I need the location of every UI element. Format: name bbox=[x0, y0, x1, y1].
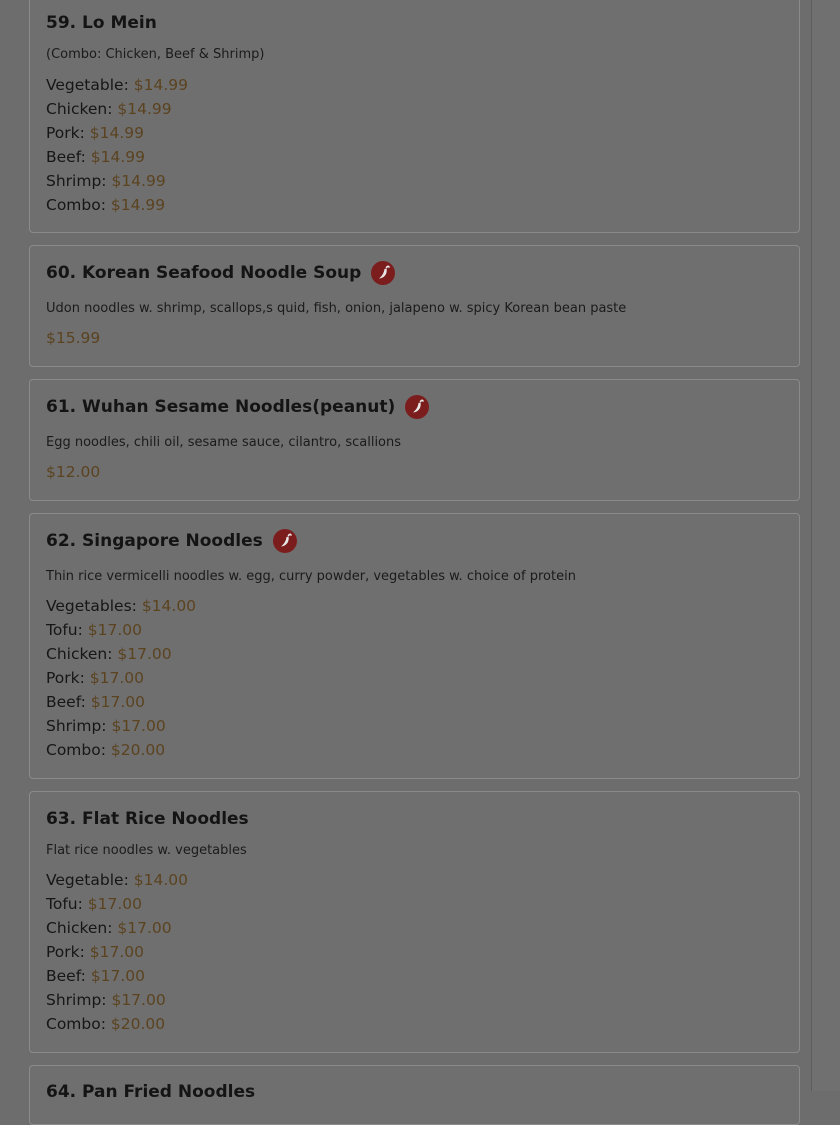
price-label: Chicken: bbox=[46, 645, 113, 663]
price-label: Pork: bbox=[46, 943, 85, 961]
price-line bbox=[46, 916, 188, 940]
price-line bbox=[46, 892, 188, 916]
price-value: $17.00 bbox=[117, 919, 172, 937]
price-value: $14.99 bbox=[111, 172, 166, 190]
price-value: $14.99 bbox=[89, 124, 145, 142]
price-line bbox=[46, 169, 188, 193]
price-line bbox=[46, 460, 100, 484]
menu-item-card[interactable] bbox=[29, 791, 800, 1053]
price-label: Shrimp: bbox=[46, 991, 107, 1009]
price-value: $17.00 bbox=[90, 693, 146, 711]
price-value: $12.00 bbox=[46, 463, 101, 481]
price-line bbox=[46, 940, 188, 964]
price-value: $17.00 bbox=[117, 645, 172, 663]
menu-item-description: Udon noodles w. shrimp, scallops,s quid, fish, onion, jalapeno w. spicy Korean bean paste bbox=[46, 301, 627, 316]
menu-item-title: 61. Wuhan Sesame Noodles(peanut) bbox=[46, 397, 396, 417]
price-value: $14.00 bbox=[133, 871, 188, 889]
price-value: $15.99 bbox=[46, 329, 101, 347]
chili-pepper-icon bbox=[405, 395, 429, 419]
menu-item-card[interactable] bbox=[29, 0, 800, 233]
price-line bbox=[46, 964, 188, 988]
menu-item-title: 60. Korean Seafood Noodle Soup bbox=[46, 263, 362, 283]
price-label: Shrimp: bbox=[46, 172, 107, 190]
price-line bbox=[46, 868, 188, 892]
price-label: Pork: bbox=[46, 124, 85, 142]
menu-item-header bbox=[46, 529, 297, 553]
price-value: $17.00 bbox=[89, 943, 145, 961]
price-list bbox=[46, 73, 188, 217]
menu-item-description: Egg noodles, chili oil, sesame sauce, cilantro, scallions bbox=[46, 435, 402, 450]
price-value: $17.00 bbox=[87, 621, 143, 639]
price-line bbox=[46, 690, 196, 714]
price-label: Vegetable: bbox=[46, 76, 129, 94]
price-value: $17.00 bbox=[111, 717, 166, 735]
price-label: Tofu: bbox=[46, 621, 83, 639]
price-label: Beef: bbox=[46, 693, 86, 711]
price-label: Vegetable: bbox=[46, 871, 129, 889]
price-line bbox=[46, 714, 196, 738]
price-value: $17.00 bbox=[90, 967, 146, 985]
menu-item-card[interactable] bbox=[29, 513, 800, 779]
price-value: $17.00 bbox=[111, 991, 166, 1009]
price-value: $14.00 bbox=[141, 597, 197, 615]
price-label: Shrimp: bbox=[46, 717, 107, 735]
price-line bbox=[46, 121, 188, 145]
price-line bbox=[46, 594, 196, 618]
price-line bbox=[46, 618, 196, 642]
price-value: $20.00 bbox=[110, 1015, 166, 1033]
menu-item-card[interactable] bbox=[29, 379, 800, 501]
price-list bbox=[46, 594, 196, 762]
price-label: Chicken: bbox=[46, 919, 113, 937]
menu-item-header bbox=[46, 11, 157, 35]
price-line bbox=[46, 145, 188, 169]
price-line bbox=[46, 326, 100, 350]
price-label: Pork: bbox=[46, 669, 85, 687]
menu-item-header bbox=[46, 261, 395, 285]
price-line bbox=[46, 97, 188, 121]
price-label: Combo: bbox=[46, 196, 106, 214]
price-value: $14.99 bbox=[133, 76, 188, 94]
price-line bbox=[46, 738, 196, 762]
price-label: Beef: bbox=[46, 148, 86, 166]
price-label: Vegetables: bbox=[46, 597, 137, 615]
menu-item-header bbox=[46, 395, 429, 419]
menu-item-title: 59. Lo Mein bbox=[46, 13, 157, 33]
price-label: Beef: bbox=[46, 967, 86, 985]
menu-item-title: 64. Pan Fried Noodles bbox=[46, 1082, 256, 1102]
price-line bbox=[46, 642, 196, 666]
price-label: Combo: bbox=[46, 1015, 106, 1033]
chili-pepper-icon bbox=[273, 529, 297, 553]
menu-item-card[interactable] bbox=[29, 245, 800, 367]
price-line bbox=[46, 193, 188, 217]
price-label: Tofu: bbox=[46, 895, 83, 913]
price-value: $14.99 bbox=[90, 148, 146, 166]
menu-item-card[interactable] bbox=[29, 1065, 800, 1125]
menu-item-title: 63. Flat Rice Noodles bbox=[46, 809, 249, 829]
menu-item-header bbox=[46, 807, 249, 831]
price-value: $17.00 bbox=[89, 669, 145, 687]
menu-item-description: Thin rice vermicelli noodles w. egg, curry powder, vegetables w. choice of protein bbox=[46, 569, 576, 584]
chili-pepper-icon bbox=[371, 261, 395, 285]
price-value: $14.99 bbox=[110, 196, 166, 214]
right-scroll-area[interactable] bbox=[811, 0, 840, 1091]
menu-item-title: 62. Singapore Noodles bbox=[46, 531, 263, 551]
price-value: $14.99 bbox=[117, 100, 172, 118]
price-line bbox=[46, 988, 188, 1012]
price-list bbox=[46, 868, 188, 1036]
price-line bbox=[46, 1012, 188, 1036]
menu-item-header bbox=[46, 1080, 255, 1104]
menu-item-description: Flat rice noodles w. vegetables bbox=[46, 843, 247, 858]
price-line bbox=[46, 666, 196, 690]
price-label: Chicken: bbox=[46, 100, 113, 118]
menu-item-description: (Combo: Chicken, Beef & Shrimp) bbox=[46, 47, 265, 62]
price-line bbox=[46, 73, 188, 97]
price-value: $20.00 bbox=[110, 741, 166, 759]
price-label: Combo: bbox=[46, 741, 106, 759]
price-value: $17.00 bbox=[87, 895, 143, 913]
